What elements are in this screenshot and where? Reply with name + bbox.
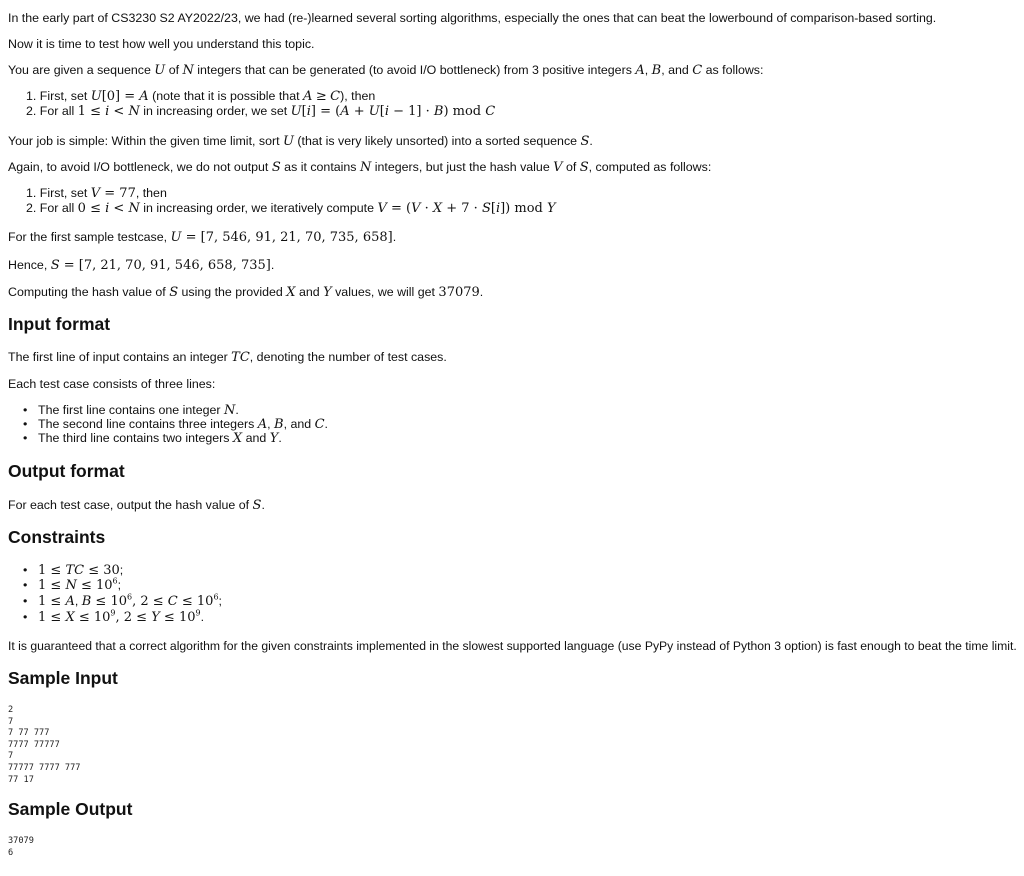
constraint-bullet-1: • 1 ≤ TC ≤ 30;: [24, 563, 123, 578]
sample-output-heading: Sample Output: [8, 799, 133, 819]
input-bullet-3: • The third line contains two integers X and Y.: [24, 431, 282, 446]
example-paragraph-1: For the first sample testcase, U = [7, 546, 91, 21, 70, 735, 658].: [8, 230, 397, 245]
input-bullet-2: • The second line contains three integers A, B, and C.: [24, 417, 328, 432]
intro-paragraph-3: You are given a sequence U of N integers that can be generated (to avoid I/O bottleneck) from 3 positive integers A, B, and C as follows:: [8, 63, 764, 78]
example-paragraph-2: Hence, S = [7, 21, 70, 91, 546, 658, 735].: [8, 258, 275, 273]
output-format-heading: Output format: [8, 461, 125, 481]
input-format-paragraph-1: The first line of input contains an integer TC, denoting the number of test cases.: [8, 350, 447, 365]
task-paragraph-1: Your job is simple: Within the given time limit, sort U (that is very likely unsorted) into a sorted sequence S.: [8, 134, 593, 149]
constraint-bullet-4: • $1 \le X \le 10^9$, $2 \le Y \le 10^9$.: [24, 610, 204, 625]
example-paragraph-3: Computing the hash value of S using the provided X and Y values, we will get 37079.: [8, 285, 484, 300]
output-format-paragraph: For each test case, output the hash value of S.: [8, 498, 265, 513]
hash-step-1: 1. First, set V = 77, then: [26, 186, 167, 201]
generation-step-1: 1. First, set U[0] = A (note that it is possible that A ≥ C), then: [26, 89, 376, 104]
input-format-heading: Input format: [8, 314, 111, 334]
intro-paragraph-1: In the early part of CS3230 S2 AY2022/23, we had (re-)learned several sorting algorithms, especially the ones that can beat the lowerbound of comparison-based sorting.: [8, 11, 937, 25]
sample-input-heading: Sample Input: [8, 668, 118, 688]
constraints-heading: Constraints: [8, 527, 106, 547]
sample-output-block: 37079 6: [8, 836, 34, 858]
input-format-paragraph-2: Each test case consists of three lines:: [8, 377, 216, 391]
constraint-bullet-2: • $1 \le N \le 10^6$;: [24, 578, 121, 593]
intro-paragraph-2: Now it is time to test how well you understand this topic.: [8, 37, 315, 51]
generation-step-2: 2. For all 1 ≤ i < N in increasing order, we set U[i] = (A + U[i − 1] · B) mod C: [26, 104, 496, 119]
constraints-note: It is guaranteed that a correct algorithm for the given constraints implemented in the slowest supported language (use PyPy instead of Python 3 option) is fast enough to beat the time limit.: [8, 639, 1017, 653]
input-bullet-1: • The first line contains one integer N.: [24, 403, 239, 418]
sample-input-block: 2 7 7 77 777 7777 77777 7 77777 7777 777 77 17: [8, 705, 81, 785]
hash-step-2: 2. For all 0 ≤ i < N in increasing order, we iteratively compute V = (V · X + 7 · S[i]) mod Y: [26, 201, 556, 216]
task-paragraph-2: Again, to avoid I/O bottleneck, we do not output S as it contains N integers, but just the hash value V of S, computed as follows:: [8, 160, 712, 175]
constraint-bullet-3: • 1 ≤ A, $B \le 10^6$, $2 \le C \le 10^6$;: [24, 594, 222, 609]
